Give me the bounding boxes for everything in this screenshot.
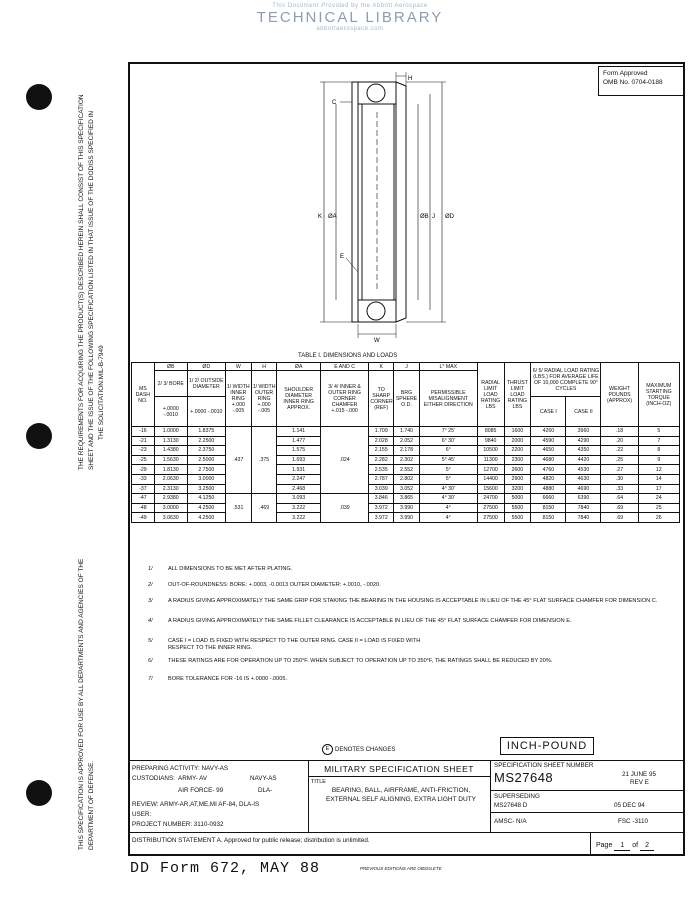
cell-sphere-od: 3.990 <box>394 513 420 523</box>
cell-radial-load: 24700 <box>477 494 504 504</box>
diagram-label-e: E <box>340 254 345 260</box>
distribution-statement: DISTRIBUTION STATEMENT A. Approved for public release; distribution is unlimited. <box>132 837 370 844</box>
col-head-b: 2/ 3/ BORE <box>154 371 187 397</box>
cell-torque: 25 <box>638 503 679 513</box>
cell-sphere-od: 1.740 <box>394 427 420 437</box>
col-head-w-label: 1/ WIDTH INNER RING <box>226 383 250 402</box>
custodian-navy: NAVY-AS <box>250 775 277 782</box>
cell-case1: 4680 <box>531 455 566 465</box>
col-tol-ec: +.015 -.000 <box>331 407 358 414</box>
cell-sphere-od: 2.802 <box>394 474 420 484</box>
cell-bore: 2.3130 <box>154 484 187 494</box>
tb-bottom-line <box>128 832 685 833</box>
cell-case1: 4760 <box>531 465 566 475</box>
cell-bore: 3.0630 <box>154 513 187 523</box>
note-text: BORE TOLERANCE FOR -16 IS +.0000 -.0005. <box>168 676 288 682</box>
note-text: A RADIUS GIVING APPROXIMATELY THE SAME FILLET CLEARANCE IS ACCEPTABLE IN LIEU OF THE 45° FLAT SURFACE CHAMFER FOR DIMENSION E. <box>168 618 572 624</box>
diagram-label-k: K <box>318 214 323 220</box>
col-head-radial: RADIAL LIMIT LOAD RATING LBS <box>477 363 504 427</box>
diagram-label-j: J <box>432 214 435 220</box>
side-text-upper-3: THE SOLICITATION:MIL-B-7949 <box>98 345 105 440</box>
provider-line: This Document Provided by the Abbott Aerospace <box>272 3 428 9</box>
cell-radial-load: 14400 <box>477 474 504 484</box>
cell-outside-diameter: 3.0000 <box>187 474 225 484</box>
cell-dash: -16 <box>132 427 155 437</box>
cell-weight: .69 <box>601 513 638 523</box>
cell-bore: 2.0630 <box>154 474 187 484</box>
cell-weight: .64 <box>601 494 638 504</box>
col-sym-l: L° MAX <box>419 363 477 371</box>
cell-torque: 26 <box>638 513 679 523</box>
cell-radial-load: 27500 <box>477 513 504 523</box>
cell-case1: 8150 <box>531 513 566 523</box>
page-indicator <box>596 841 654 851</box>
form-approved-line2: OMB No. 0704-0188 <box>603 79 663 86</box>
cell-sharp-corner: 3.972 <box>369 503 394 513</box>
project-number: PROJECT NUMBER: 3110-0932 <box>132 821 224 828</box>
cell-sphere-od: 2.302 <box>394 455 420 465</box>
cell-shoulder-diameter: 1.693 <box>277 455 320 465</box>
cell-dash: -21 <box>132 436 155 446</box>
cell-misalignment: 4° <box>419 513 477 523</box>
cell-sharp-corner: 2.535 <box>369 465 394 475</box>
cell-case2: 4690 <box>566 484 601 494</box>
cell-weight: .27 <box>601 465 638 475</box>
cell-weight: .33 <box>601 484 638 494</box>
note-num: 7/ <box>148 676 153 682</box>
tb-h-1 <box>308 776 490 777</box>
cell-sharp-corner: 2.155 <box>369 446 394 456</box>
diagram-label-b: ØB <box>420 214 429 220</box>
cell-sharp-corner: 2.028 <box>369 436 394 446</box>
table-row <box>132 465 680 475</box>
note-6 <box>148 658 678 674</box>
cell-misalignment: 5° <box>419 465 477 475</box>
side-text-upper-2: SHEET AND THE ISSUE OF THE FOLLOWING SPECIFICATION LISTED IN THAT ISSUE OF THE DODISS SPECIFIED IN <box>88 110 95 470</box>
tb-top-line <box>128 760 685 761</box>
cell-chamfer: .039 <box>320 494 369 523</box>
col-tol-h: +.000 -.005 <box>257 401 271 414</box>
cell-bore: 1.3130 <box>154 436 187 446</box>
spec-rev: REV E <box>630 779 649 786</box>
diagram-label-c: C <box>332 100 337 106</box>
denotes-changes-symbol: E <box>322 744 333 755</box>
note-text: ALL DIMENSIONS TO BE MET AFTER PLATING. <box>168 566 293 572</box>
table-title: TABLE I. DIMENSIONS AND LOADS <box>298 353 398 359</box>
cell-thrust-load: 3200 <box>504 484 531 494</box>
cell-shoulder-diameter: 1.477 <box>277 436 320 446</box>
cell-radial-load: 27500 <box>477 503 504 513</box>
col-sym-b: ØB <box>154 363 187 371</box>
cell-sphere-od: 2.052 <box>394 436 420 446</box>
cell-misalignment: 4° <box>419 503 477 513</box>
cell-outside-diameter: 3.2500 <box>187 484 225 494</box>
mss-title: MILITARY SPECIFICATION SHEET <box>324 764 474 774</box>
custodian-dla: DLA- <box>258 787 273 794</box>
table-row <box>132 455 680 465</box>
previous-editions: PREVIOUS EDITIONS ARE OBSOLETE <box>360 866 442 871</box>
note-3 <box>148 598 678 614</box>
cell-torque: 8 <box>638 446 679 456</box>
note-num: 5/ <box>148 638 153 644</box>
col-head-w <box>225 371 251 427</box>
col-head-ec <box>320 371 369 427</box>
cell-outside-diameter: 4.1250 <box>187 494 225 504</box>
note-num: 1/ <box>148 566 153 572</box>
cell-dash: -23 <box>132 446 155 456</box>
note-text: A RADIUS GIVING APPROXIMATELY THE SAME GRIP FOR STAKING THE BEARING IN THE HOUSING IS ACCEPTABLE IN LIEU OF THE 45° FLAT SURFACE CHAMFER FOR DIMENSION C. <box>168 598 658 604</box>
col-head-h <box>251 371 277 427</box>
cell-sharp-corner: 3.846 <box>369 494 394 504</box>
cell-sphere-od: 3.052 <box>394 484 420 494</box>
cell-outside-diameter: 4.2500 <box>187 513 225 523</box>
page-number: 1 <box>614 841 630 851</box>
col-sym-w: W <box>225 363 251 371</box>
cell-dash: -37 <box>132 484 155 494</box>
cell-radial-load: 9840 <box>477 436 504 446</box>
spec-number: MS27648 <box>494 770 554 785</box>
col-head-thrust: THRUST LIMIT LOAD RATING LBS <box>504 363 531 427</box>
cell-case1: 4260 <box>531 427 566 437</box>
cell-case1: 4820 <box>531 474 566 484</box>
cell-outside-diameter: 2.5000 <box>187 455 225 465</box>
cell-case2: 7840 <box>566 513 601 523</box>
spec-date: 21 JUNE 95 <box>622 771 656 778</box>
cell-dash: -49 <box>132 513 155 523</box>
note-1 <box>148 566 678 576</box>
bearing-diagram <box>310 72 480 352</box>
cell-outside-diameter: 2.7500 <box>187 465 225 475</box>
cell-misalignment: 4° 30' <box>419 494 477 504</box>
cell-thrust-load: 2600 <box>504 465 531 475</box>
cell-sphere-od: 2.178 <box>394 446 420 456</box>
side-text-upper-1: THE REQUIREMENTS FOR ACQUIRING THE PRODUCT(S) DESCRIBED HEREIN SHALL CONSIST OF THIS SPECIFICATION <box>78 94 85 470</box>
col-head-ec-label: 3/ 4/ INNER & OUTER RING CORNER CHAMFER <box>328 383 361 408</box>
cell-width-outer: .469 <box>251 494 277 523</box>
spec-title-text: BEARING, BALL, AIRFRAME, ANTI-FRICTION, EXTERNAL SELF ALIGNING, EXTRA LIGHT DUTY <box>326 787 476 803</box>
cell-thrust-load: 5500 <box>504 513 531 523</box>
cell-sharp-corner: 1.709 <box>369 427 394 437</box>
custodian-airforce: AIR FORCE- 99 <box>178 787 224 794</box>
cell-thrust-load: 2300 <box>504 455 531 465</box>
cell-shoulder-diameter: 1.575 <box>277 446 320 456</box>
cell-misalignment: 6° 30' <box>419 436 477 446</box>
cell-thrust-load: 2900 <box>504 474 531 484</box>
form-approved-box <box>598 66 684 96</box>
spec-num-label: SPECIFICATION SHEET NUMBER <box>494 762 594 769</box>
diagram-label-h: H <box>408 76 413 82</box>
cell-bore: 1.4380 <box>154 446 187 456</box>
cell-case1: 8150 <box>531 503 566 513</box>
library-website: abbottaerospace.com <box>316 26 384 32</box>
cell-sharp-corner: 3.972 <box>369 513 394 523</box>
tb-page-div <box>590 832 591 856</box>
cell-shoulder-diameter: 1.141 <box>277 427 320 437</box>
col-head-weight: WEIGHT POUNDS (APPROX) <box>601 363 638 427</box>
notes-section <box>148 566 678 686</box>
cell-misalignment: 5° <box>419 474 477 484</box>
cell-torque: 17 <box>638 484 679 494</box>
table-row <box>132 513 680 523</box>
cell-sharp-corner: 3.039 <box>369 484 394 494</box>
denotes-changes-label: DENOTES CHANGES <box>335 746 396 753</box>
cell-radial-load: 12700 <box>477 465 504 475</box>
col-head-d: 1/ 2/ OUTSIDE DIAMETER <box>187 371 225 397</box>
note-7 <box>148 676 678 686</box>
inch-pound-box: INCH-POUND <box>500 737 594 755</box>
cell-case2: 7840 <box>566 503 601 513</box>
cell-shoulder-diameter: 2.247 <box>277 474 320 484</box>
cell-dash: -29 <box>132 465 155 475</box>
col-head-j: BRG SPHERE O.D. <box>394 371 420 427</box>
note-num: 3/ <box>148 598 153 604</box>
cell-dash: -33 <box>132 474 155 484</box>
cell-torque: 7 <box>638 436 679 446</box>
cell-sphere-od: 3.990 <box>394 503 420 513</box>
cell-thrust-load: 1600 <box>504 427 531 437</box>
cell-dash: -25 <box>132 455 155 465</box>
col-sym-a: ØA <box>277 363 320 371</box>
superseding-date: 05 DEC 94 <box>614 802 645 809</box>
table-row <box>132 427 680 437</box>
cell-outside-diameter: 4.2500 <box>187 503 225 513</box>
preparing-activity: PREPARING ACTIVITY: NAVY-AS <box>132 765 229 772</box>
cell-outside-diameter: 1.8375 <box>187 427 225 437</box>
cell-sharp-corner: 2.787 <box>369 474 394 484</box>
title-label: TITLE <box>311 779 326 785</box>
cell-radial-load: 15600 <box>477 484 504 494</box>
cell-outside-diameter: 2.2500 <box>187 436 225 446</box>
fsc: FSC -3110 <box>618 818 648 825</box>
cell-case2: 4350 <box>566 446 601 456</box>
col-head-case2: CASE II <box>566 397 601 427</box>
cell-case2: 6390 <box>566 494 601 504</box>
table-row <box>132 436 680 446</box>
of-label: of <box>632 842 639 849</box>
cell-shoulder-diameter: 1.931 <box>277 465 320 475</box>
note-text: THESE RATINGS ARE FOR OPERATION UP TO 250°F. WHEN SUBJECT TO OPERATION UP TO 350°F, THE RATINGS SHALL BE REDUCED BY 20%. <box>168 658 553 664</box>
cell-weight: .18 <box>601 427 638 437</box>
col-sym-d: ØD <box>187 363 225 371</box>
note-5 <box>148 638 678 654</box>
table-row <box>132 503 680 513</box>
dd-form-label: DD Form 672, MAY 88 <box>130 860 321 877</box>
col-head-case1: CASE I <box>531 397 566 427</box>
col-tol-b: +.0000 -.0010 <box>154 397 187 427</box>
custodians-label: CUSTODIANS: <box>132 775 175 782</box>
punch-hole-middle <box>26 423 52 449</box>
cell-torque: 14 <box>638 474 679 484</box>
cell-shoulder-diameter: 3.222 <box>277 503 320 513</box>
cell-width-outer: .375 <box>251 427 277 494</box>
cell-dash: -48 <box>132 503 155 513</box>
cell-thrust-load: 5500 <box>504 503 531 513</box>
page-label: Page <box>596 842 613 849</box>
cell-sphere-od: 2.552 <box>394 465 420 475</box>
cell-thrust-load: 2000 <box>504 436 531 446</box>
cell-bore: 3.0000 <box>154 503 187 513</box>
cell-torque: 9 <box>638 455 679 465</box>
table-row <box>132 474 680 484</box>
cell-weight: .20 <box>601 436 638 446</box>
col-head-l: PERMISSIBLE MISALIGNMENT EITHER DIRECTION <box>419 371 477 427</box>
superseding-number: MS27648 D <box>494 802 528 809</box>
library-title: TECHNICAL LIBRARY <box>256 9 444 26</box>
cell-shoulder-diameter: 2.468 <box>277 484 320 494</box>
cell-thrust-load: 5000 <box>504 494 531 504</box>
punch-hole-bottom <box>26 780 52 806</box>
table-row <box>132 484 680 494</box>
cell-case1: 4590 <box>531 436 566 446</box>
diagram-label-d: ØD <box>445 214 454 220</box>
amsc: AMSC- N/A <box>494 818 527 825</box>
cell-bore: 1.5630 <box>154 455 187 465</box>
col-sym-ec: E AND C <box>320 363 369 371</box>
page-total: 2 <box>640 841 654 851</box>
table-row <box>132 446 680 456</box>
cell-width-inner: .531 <box>225 494 251 523</box>
cell-weight: .22 <box>601 446 638 456</box>
punch-hole-top <box>26 84 52 110</box>
col-sym-j: J <box>394 363 420 371</box>
cell-radial-load: 8085 <box>477 427 504 437</box>
note-text: OUT-OF-ROUNDNESS: BORE: +.0003, -0.0013 OUTER DIAMETER: +.0010, -.0020. <box>168 582 381 588</box>
col-sym-k: K <box>369 363 394 371</box>
cell-case1: 4880 <box>531 484 566 494</box>
col-tol-w: +.000 -.005 <box>231 401 245 414</box>
note-2 <box>148 582 678 592</box>
side-text-lower-1: THIS SPECIFICATION IS APPROVED FOR USE BY ALL DEPARTMENTS AND AGENCIES OF THE <box>78 558 85 850</box>
cell-weight: .25 <box>601 455 638 465</box>
cell-misalignment: 4° 30' <box>419 484 477 494</box>
cell-sharp-corner: 2.282 <box>369 455 394 465</box>
tb-h-2 <box>490 790 685 791</box>
cell-sphere-od: 3.865 <box>394 494 420 504</box>
superseding-label: SUPERSEDING <box>494 793 540 800</box>
col-sym-h: H <box>251 363 277 371</box>
user-line: USER: <box>132 811 152 818</box>
col-head-h-label: 1/ WIDTH OUTER RING <box>252 383 276 402</box>
note-num: 2/ <box>148 582 153 588</box>
note-text: CASE I = LOAD IS FIXED WITH RESPECT TO THE OUTER RING. CASE II = LOAD IS FIXED WITH RESPECT TO THE INNER RING. <box>168 638 421 651</box>
cell-case2: 4290 <box>566 436 601 446</box>
cell-case2: 4630 <box>566 474 601 484</box>
cell-radial-load: 11300 <box>477 455 504 465</box>
side-text-lower-2: DEPARTMENT OF DEFENSE. <box>88 760 95 850</box>
cell-bore: 1.0000 <box>154 427 187 437</box>
review-line: REVIEW: ARMY-AR,AT,ME,MI AF-84, DLA-IS <box>132 801 260 808</box>
cell-torque: 24 <box>638 494 679 504</box>
denotes-changes <box>322 744 395 755</box>
cell-thrust-load: 2200 <box>504 446 531 456</box>
cell-weight: .30 <box>601 474 638 484</box>
cell-dash: -47 <box>132 494 155 504</box>
dimensions-table <box>131 362 680 523</box>
cell-torque: 5 <box>638 427 679 437</box>
cell-case2: 3960 <box>566 427 601 437</box>
tb-div-2 <box>490 760 491 832</box>
cell-shoulder-diameter: 3.222 <box>277 513 320 523</box>
col-head-k: TO SHARP CORNER (REF) <box>369 371 394 427</box>
note-num: 6/ <box>148 658 153 664</box>
cell-case2: 4530 <box>566 465 601 475</box>
table-rows-group-a <box>132 427 680 523</box>
cell-chamfer: .024 <box>320 427 369 494</box>
cell-case1: 4650 <box>531 446 566 456</box>
cell-misalignment: 6° <box>419 446 477 456</box>
cell-misalignment: 5° 45' <box>419 455 477 465</box>
tb-h-3 <box>490 812 685 813</box>
cell-bore: 1.8130 <box>154 465 187 475</box>
col-head-torque: MAXIMUM STARTING TORQUE (INCH-OZ) <box>638 363 679 427</box>
col-head-dash: MS DASH NO. <box>132 363 155 427</box>
cell-torque: 12 <box>638 465 679 475</box>
cell-weight: .69 <box>601 503 638 513</box>
note-4 <box>148 618 678 634</box>
form-approved-line1: Form Approved <box>603 70 648 77</box>
col-tol-d: +.0000 -.0010 <box>187 397 225 427</box>
custodian-army: ARMY- AV <box>178 775 208 782</box>
col-head-a: SHOULDER DIAMETER INNER RING APPROX. <box>277 371 320 427</box>
cell-misalignment: 7° 25' <box>419 427 477 437</box>
col-head-rating: 6/ 5/ RADIAL LOAD RATING (LBS.) FOR AVERAGE LIFE OF 10,000 COMPLETE 90° CYCLES <box>531 363 601 397</box>
cell-shoulder-diameter: 3.093 <box>277 494 320 504</box>
table-row <box>132 494 680 504</box>
cell-radial-load: 10500 <box>477 446 504 456</box>
cell-bore: 2.9380 <box>154 494 187 504</box>
cell-case1: 6660 <box>531 494 566 504</box>
cell-case2: 4420 <box>566 455 601 465</box>
diagram-label-a: ØA <box>328 214 337 220</box>
note-num: 4/ <box>148 618 153 624</box>
diagram-label-w: W <box>374 338 380 344</box>
cell-width-inner: .437 <box>225 427 251 494</box>
cell-outside-diameter: 2.3750 <box>187 446 225 456</box>
